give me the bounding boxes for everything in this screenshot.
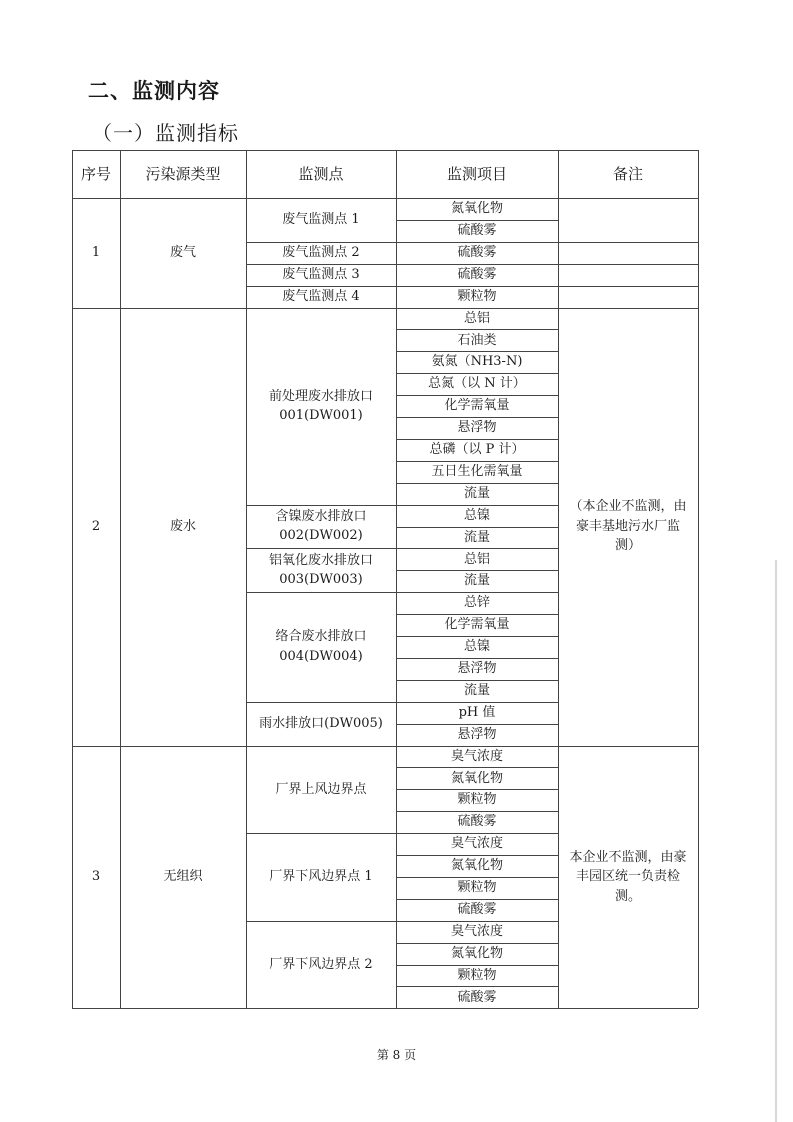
- pollution-type: 废水: [169, 518, 196, 534]
- monitoring-item: 流量: [463, 485, 490, 501]
- table-header-cell: 备注: [612, 164, 643, 183]
- table-rule: [396, 680, 558, 681]
- monitoring-point: 废气监测点 1: [282, 212, 360, 228]
- remark-text: （本企业不监测，由 豪丰基地污水厂监 测）: [569, 499, 687, 554]
- monitoring-item: 硫酸雾: [457, 901, 497, 917]
- monitoring-item: 流量: [463, 682, 490, 698]
- monitoring-item: 总氮（以 N 计）: [428, 376, 526, 392]
- monitoring-item: 硫酸雾: [457, 223, 497, 239]
- table-header-cell: 污染源类型: [145, 164, 221, 183]
- monitoring-point: 厂界下风边界点 1: [269, 869, 373, 885]
- table-rule: [72, 746, 698, 747]
- table-rule: [698, 150, 699, 1008]
- table-rule: [246, 548, 558, 549]
- scan-edge-line: [775, 560, 777, 1122]
- table-header-cell: 监测项目: [446, 164, 507, 183]
- monitoring-item: 氮氧化物: [450, 945, 503, 961]
- table-rule: [396, 724, 558, 725]
- table-rule: [246, 702, 558, 703]
- table-rule: [396, 570, 558, 571]
- monitoring-point: 废气监测点 2: [282, 244, 360, 260]
- table-rule: [246, 592, 558, 593]
- table-rule: [558, 286, 698, 287]
- monitoring-item: 颗粒物: [457, 792, 497, 808]
- table-rule: [396, 150, 397, 1008]
- monitoring-point: 络合废水排放口 004(DW004): [275, 629, 367, 664]
- monitoring-point: 厂界下风边界点 2: [269, 956, 373, 972]
- table-rule: [246, 150, 247, 1008]
- monitoring-item: 五日生化需氧量: [431, 463, 523, 479]
- monitoring-item: 总磷（以 P 计）: [429, 442, 525, 458]
- monitoring-item: 总镍: [463, 639, 490, 655]
- table-rule: [72, 198, 698, 199]
- table-rule: [396, 877, 558, 878]
- row-number: 2: [91, 518, 101, 534]
- table-rule: [396, 899, 558, 900]
- table-rule: [72, 150, 73, 1008]
- monitoring-item: 颗粒物: [457, 288, 497, 304]
- monitoring-point: 废气监测点 3: [282, 266, 360, 282]
- monitoring-item: 石油类: [457, 332, 497, 348]
- table-rule: [396, 483, 558, 484]
- table-rule: [120, 150, 121, 1008]
- monitoring-item: 硫酸雾: [457, 814, 497, 830]
- table-rule: [72, 308, 698, 309]
- monitoring-item: 悬浮物: [457, 661, 497, 677]
- table-rule: [396, 636, 558, 637]
- table-rule: [246, 833, 558, 834]
- table-rule: [396, 767, 558, 768]
- monitoring-item: 硫酸雾: [457, 266, 497, 282]
- table-rule: [72, 1008, 698, 1009]
- table-rule: [396, 329, 558, 330]
- monitoring-item: 悬浮物: [457, 420, 497, 436]
- table-rule: [396, 943, 558, 944]
- remark-text: 本企业不监测，由豪 丰园区统一负责检 测。: [569, 849, 687, 904]
- subsection-title: （一）监测指标: [92, 121, 239, 145]
- monitoring-point: 雨水排放口(DW005): [259, 715, 383, 731]
- monitoring-item: 氮氧化物: [450, 770, 503, 786]
- table-rule: [396, 614, 558, 615]
- monitoring-item: 悬浮物: [457, 726, 497, 742]
- table-rule: [246, 505, 558, 506]
- monitoring-point: 前处理废水排放口 001(DW001): [268, 388, 373, 424]
- table-rule: [558, 150, 559, 1008]
- monitoring-item: 总镍: [463, 507, 490, 523]
- monitoring-point: 废气监测点 4: [282, 288, 360, 304]
- table-rule: [396, 220, 558, 221]
- monitoring-item: 化学需氧量: [444, 398, 510, 414]
- monitoring-item: 颗粒物: [457, 880, 497, 896]
- pollution-type: 废气: [169, 245, 196, 260]
- monitoring-item: 流量: [463, 529, 490, 545]
- table-rule: [396, 658, 558, 659]
- table-rule: [396, 965, 558, 966]
- table-rule: [396, 527, 558, 528]
- monitoring-item: 臭气浓度: [450, 748, 503, 764]
- monitoring-item: 总铝: [463, 551, 490, 567]
- pollution-type: 无组织: [163, 869, 203, 885]
- table-rule: [396, 373, 558, 374]
- table-rule: [396, 461, 558, 462]
- table-rule: [396, 789, 558, 790]
- table-rule: [246, 921, 558, 922]
- monitoring-item: 氮氧化物: [450, 201, 503, 217]
- table-rule: [396, 811, 558, 812]
- row-number: 1: [91, 245, 101, 260]
- monitoring-item: 硫酸雾: [457, 244, 497, 260]
- monitoring-item: 总铝: [463, 310, 490, 326]
- section-title: 二、监测内容: [88, 79, 220, 103]
- table-rule: [72, 150, 698, 151]
- monitoring-item: 氮氧化物: [450, 858, 503, 874]
- table-rule: [558, 264, 698, 265]
- table-rule: [396, 439, 558, 440]
- table-rule: [558, 242, 698, 243]
- monitoring-item: 氨氮（NH3-N): [431, 354, 523, 370]
- monitoring-point: 厂界上风边界点: [275, 781, 367, 797]
- monitoring-item: 硫酸雾: [457, 989, 497, 1005]
- monitoring-item: 流量: [463, 573, 490, 589]
- monitoring-item: pH 值: [458, 704, 496, 720]
- table-rule: [396, 855, 558, 856]
- table-header-cell: 序号: [80, 164, 111, 183]
- monitoring-item: 总锌: [463, 595, 490, 611]
- table-rule: [396, 417, 558, 418]
- table-rule: [396, 395, 558, 396]
- row-number: 3: [91, 869, 101, 885]
- monitoring-item: 颗粒物: [457, 967, 497, 983]
- monitoring-point: 铝氧化废水排放口 003(DW003): [268, 552, 373, 588]
- monitoring-item: 臭气浓度: [450, 923, 503, 939]
- table-header-cell: 监测点: [298, 164, 344, 183]
- monitoring-item: 臭气浓度: [450, 836, 503, 852]
- page-number: 第 8 页: [376, 1048, 417, 1062]
- table-rule: [396, 351, 558, 352]
- monitoring-point: 含镍废水排放口 002(DW002): [275, 508, 367, 544]
- monitoring-item: 化学需氧量: [444, 617, 510, 633]
- table-rule: [396, 986, 558, 987]
